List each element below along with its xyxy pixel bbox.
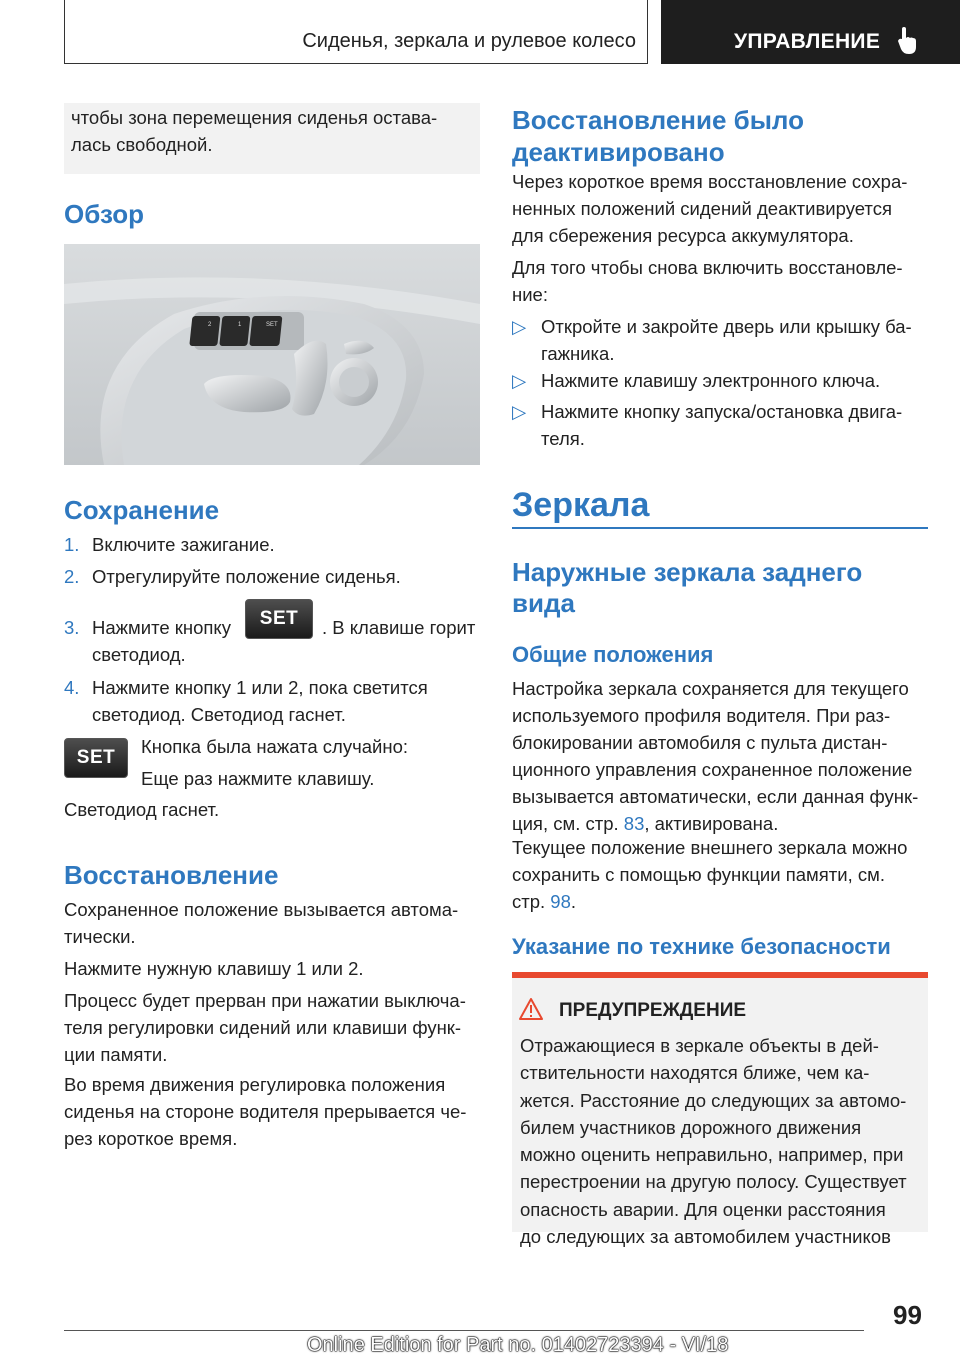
step-3-line2: светодиод.	[92, 644, 186, 665]
set-button-note-icon: SET	[64, 738, 128, 778]
general-heading: Общие положения	[512, 642, 714, 667]
deactivated-text: Через короткое время восстановление сохра- ненных положений сидений деактивируется для сбережения ресурса аккумулятора.	[512, 171, 908, 246]
page-link-83[interactable]: 83	[623, 813, 645, 834]
warning-triangle-icon	[518, 997, 544, 1021]
restore-heading: Восстановление	[64, 860, 279, 890]
deactivated-heading: Восстановление было деактивировано	[512, 105, 804, 167]
note-text: Кнопка была нажата случайно: Еще раз нажмите клавишу.	[141, 736, 409, 789]
step-3: 3. Нажмите кнопку	[64, 617, 231, 638]
led-off-text: Светодиод гаснет.	[64, 799, 220, 820]
step-1: 1. Включите зажигание.	[64, 534, 275, 555]
page-link-98[interactable]: 98	[550, 891, 571, 912]
restore-para-4: Во время движения регулировка положения сиденья на стороне водителя прерывается че- рез короткое время.	[64, 1074, 467, 1149]
general-text: Настройка зеркала сохраняется для текущего используемого профиля водителя. При раз- блокировании автомобиля с пульта дистан- ционного управления сохраненное положение вызывается автоматически, если данная функ- ция, см. стр. 83, активирована.	[512, 678, 919, 834]
section-title: Сиденья, зеркала и рулевое колесо	[302, 30, 636, 52]
bullet-2: Нажмите клавишу электронного ключа.	[541, 370, 881, 391]
page-number: 99	[893, 1300, 922, 1330]
mirrors-heading: Зеркала	[512, 486, 650, 524]
bullet-icon: ▷	[512, 401, 527, 422]
photo-button-2: 2	[208, 322, 212, 328]
bullet-icon: ▷	[512, 316, 527, 337]
safety-heading: Указание по технике безопасности	[512, 934, 891, 959]
restore-para-3: Процесс будет прерван при нажатии выключа- теля регулировки сидений или клавиши функ- ции памяти.	[64, 990, 466, 1065]
set-button-icon: SET	[245, 599, 313, 639]
restore-para-1: Сохраненное положение вызывается автома- тически.	[64, 899, 459, 947]
save-heading: Сохранение	[64, 495, 220, 525]
outside-mirrors-heading: Наружные зеркала заднего вида	[512, 557, 863, 618]
photo-button-set: SET	[266, 322, 278, 328]
bullet-icon: ▷	[512, 370, 527, 391]
bullet-3: Нажмите кнопку запуска/остановка двига- теля.	[541, 401, 903, 449]
chapter-tab-label: УПРАВЛЕНИЕ	[734, 30, 881, 53]
intro-text: чтобы зона перемещения сиденья остава- лась свободной.	[71, 107, 438, 155]
warning-title: ПРЕДУПРЕЖДЕНИЕ	[559, 1000, 747, 1021]
reactivate-text: Для того чтобы снова включить восстановле- ние:	[512, 257, 903, 305]
step-3-after: . В клавише горит	[322, 617, 476, 638]
footer-rule	[64, 1330, 864, 1331]
bullet-1: Откройте и закройте дверь или крышку ба- гажника.	[541, 316, 912, 364]
overview-heading: Обзор	[64, 199, 144, 229]
step-2: 2. Отрегулируйте положение сиденья.	[64, 566, 401, 587]
seat-controls-photo	[64, 244, 480, 465]
current-text: Текущее положение внешнего зеркала можно сохранить с помощью функции памяти, см. стр. 98.	[512, 837, 908, 912]
pointing-hand-icon	[895, 27, 919, 55]
edition-footer: Online Edition for Part no. 01402723394 - VI/18	[307, 1334, 729, 1356]
restore-para-2: Нажмите нужную клавишу 1 или 2.	[64, 958, 364, 979]
photo-button-1: 1	[238, 322, 242, 328]
step-4: 4. Нажмите кнопку 1 или 2, пока светится светодиод. Светодиод гаснет.	[64, 677, 428, 725]
mirrors-rule	[512, 527, 928, 529]
warning-text: Отражающиеся в зеркале объекты в дей- ствительности находятся ближе, чем ка- жется. Расстояние до следующих за автомо- билем участников дорожного движения можно оценить неправильно, например, при перестроении на другую полосу. Существует опасность аварии. Для оценки расстояния до следующих за автомобилем участников	[520, 1035, 907, 1248]
